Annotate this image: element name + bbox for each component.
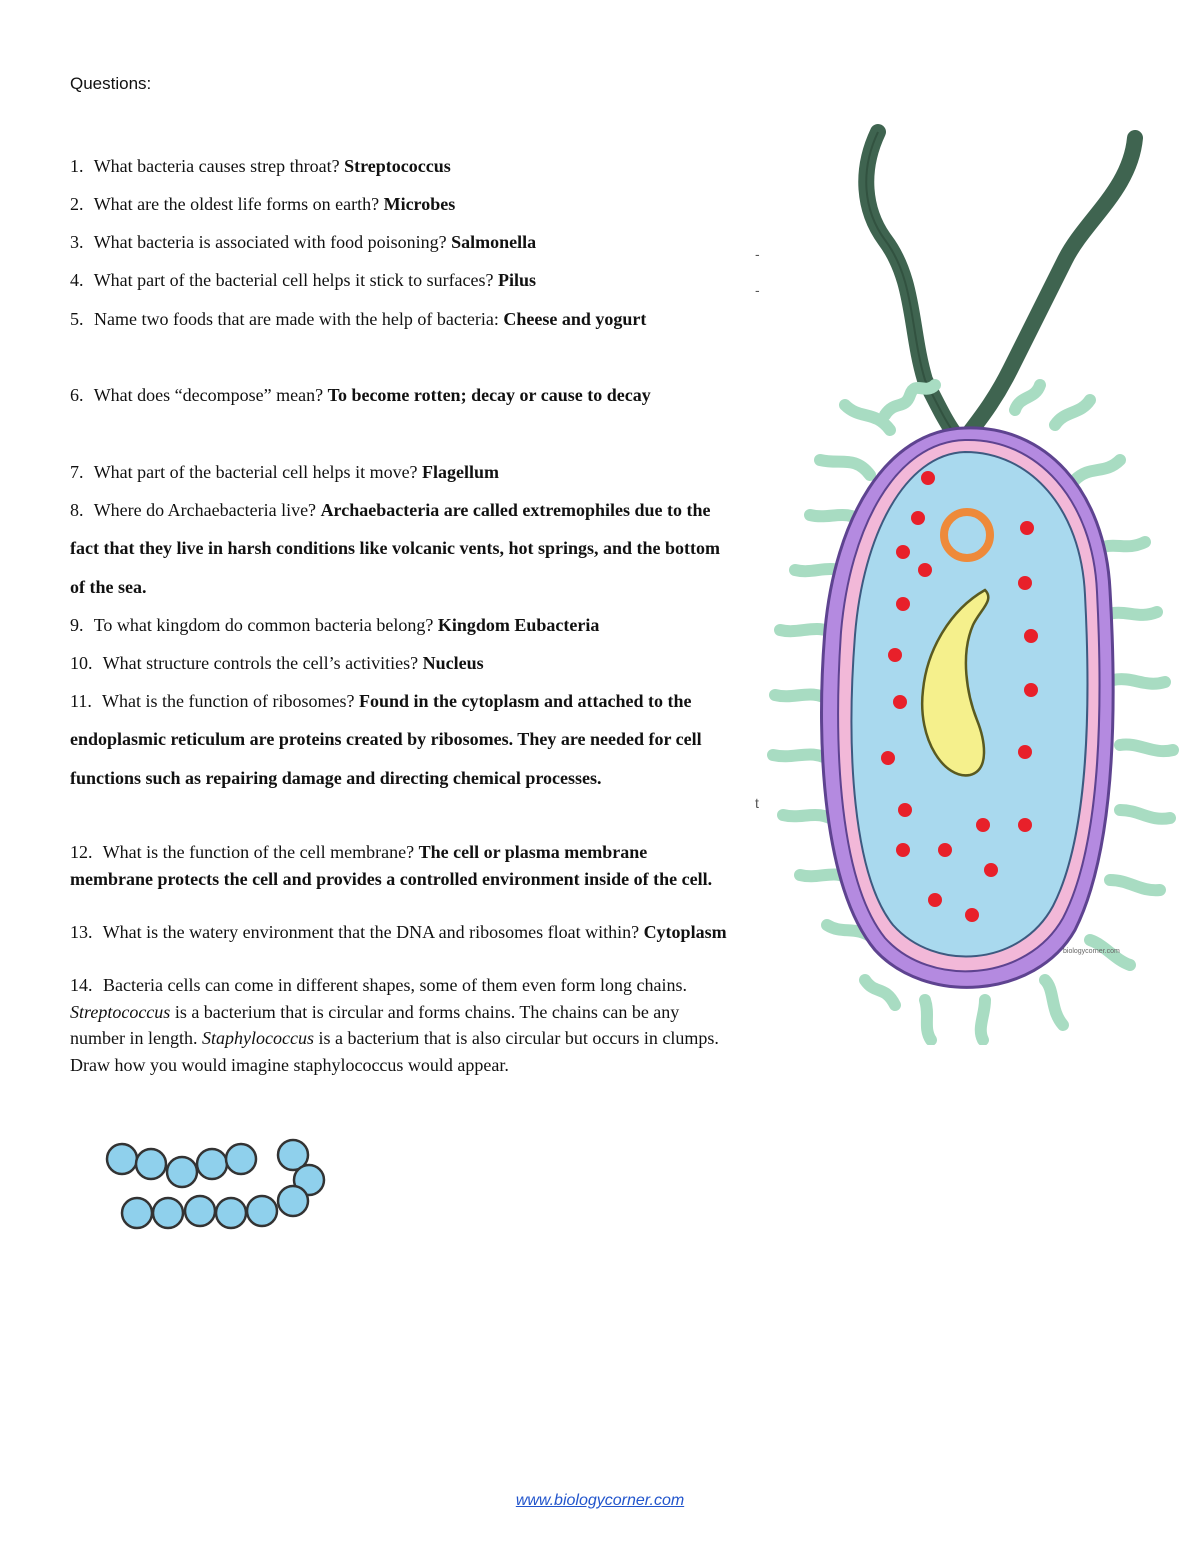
answer-text: Flagellum [422,462,500,482]
cocci-cells [107,1140,324,1228]
question-5 [70,300,730,338]
question-11 [70,682,730,797]
question-number: 6. [70,385,84,405]
question-text: What bacteria causes strep throat? [93,156,340,176]
answer-text: Cytoplasm [643,922,727,942]
staphylococcus-italic: Staphylococcus [201,1028,314,1048]
question-number: 7. [70,462,84,482]
question-number: 9. [70,615,84,635]
question-text: What are the oldest life forms on earth? [93,194,380,214]
question-text: What part of the bacterial cell helps it move? [93,462,418,482]
question-text-part-2: is a bacterium that is circular and forms chains. The chains can be any number in length. [70,1001,680,1048]
answer-text: Kingdom Eubacteria [437,615,600,635]
stray-mark: - [755,282,760,298]
question-text: What is the function of the cell membrane? [102,842,415,862]
question-number: 13. [70,922,93,942]
question-number: 10. [70,653,93,673]
question-2 [70,185,730,223]
stray-mark: - [755,246,760,262]
answer-text: Microbes [383,194,456,214]
cocci-chain-drawing [100,1128,335,1238]
question-8 [70,491,730,606]
question-14 [70,972,730,1078]
question-text: What is the watery environment that the DNA and ribosomes float within? [102,922,640,942]
question-number: 3. [70,232,84,252]
question-number: 12. [70,842,93,862]
question-13 [70,919,730,946]
question-text: What does “decompose” mean? [93,385,324,405]
question-text-part-3: is a bacterium that is also circular but occurs in clumps. Draw how you would imagine staphylococcus would appear. [70,1028,719,1075]
question-number: 5. [70,309,84,329]
answer-text: Nucleus [422,653,484,673]
question-number: 4. [70,270,84,290]
question-text: What bacteria is associated with food poisoning? [93,232,447,252]
question-10 [70,644,730,682]
question-number: 14. [70,975,93,995]
question-1 [70,147,730,185]
stray-mark: t [755,795,759,811]
answer-text: Cheese and yogurt [503,309,647,329]
answer-text: Found in the cytoplasm and attached to the endoplasmic reticulum are proteins created by ribosomes. They are needed for cell functions such as repairing damage and directing chemical processes. [70,691,702,788]
flagellum [963,138,1135,442]
answer-text: Pilus [498,270,537,290]
question-number: 11. [70,691,92,711]
question-number: 8. [70,500,84,520]
bacterial-cell-illustration [745,110,1185,1045]
streptococcus-italic: Streptococcus [70,1001,171,1022]
question-text: Name two foods that are made with the help of bacteria: [94,309,499,329]
question-text: What part of the bacterial cell helps it stick to surfaces? [93,270,494,290]
question-text: Where do Archaebacteria live? [93,500,317,520]
footer-link[interactable]: www.biologycorner.com [515,1492,685,1509]
answer-text: Streptococcus [344,156,451,176]
answer-text: The cell or plasma membrane membrane protects the cell and provides a controlled environment inside of the cell. [70,842,713,889]
question-text-part-1: Bacteria cells can come in different shapes, some of them even form long chains. [103,975,687,995]
cell-credit: biologycorner.com [1063,948,1120,955]
page-heading: Questions: [70,74,152,93]
answer-text: Salmonella [451,232,537,252]
question-12 [70,839,730,892]
answer-text: Archaebacteria are called extremophiles due to the fact that they live in harsh conditions like volcanic vents, hot springs, and the bottom of the sea. [70,500,721,597]
question-text: To what kingdom do common bacteria belong? [93,615,434,635]
question-3 [70,223,730,261]
question-7 [70,453,730,491]
question-text: What is the function of ribosomes? [102,691,355,711]
question-text: What structure controls the cell’s activities? [102,653,419,673]
question-number: 2. [70,194,84,214]
answer-text: To become rotten; decay or cause to decay [327,385,651,405]
question-4 [70,261,730,299]
question-number: 1. [70,156,84,176]
question-6 [70,376,730,414]
question-9 [70,606,730,644]
